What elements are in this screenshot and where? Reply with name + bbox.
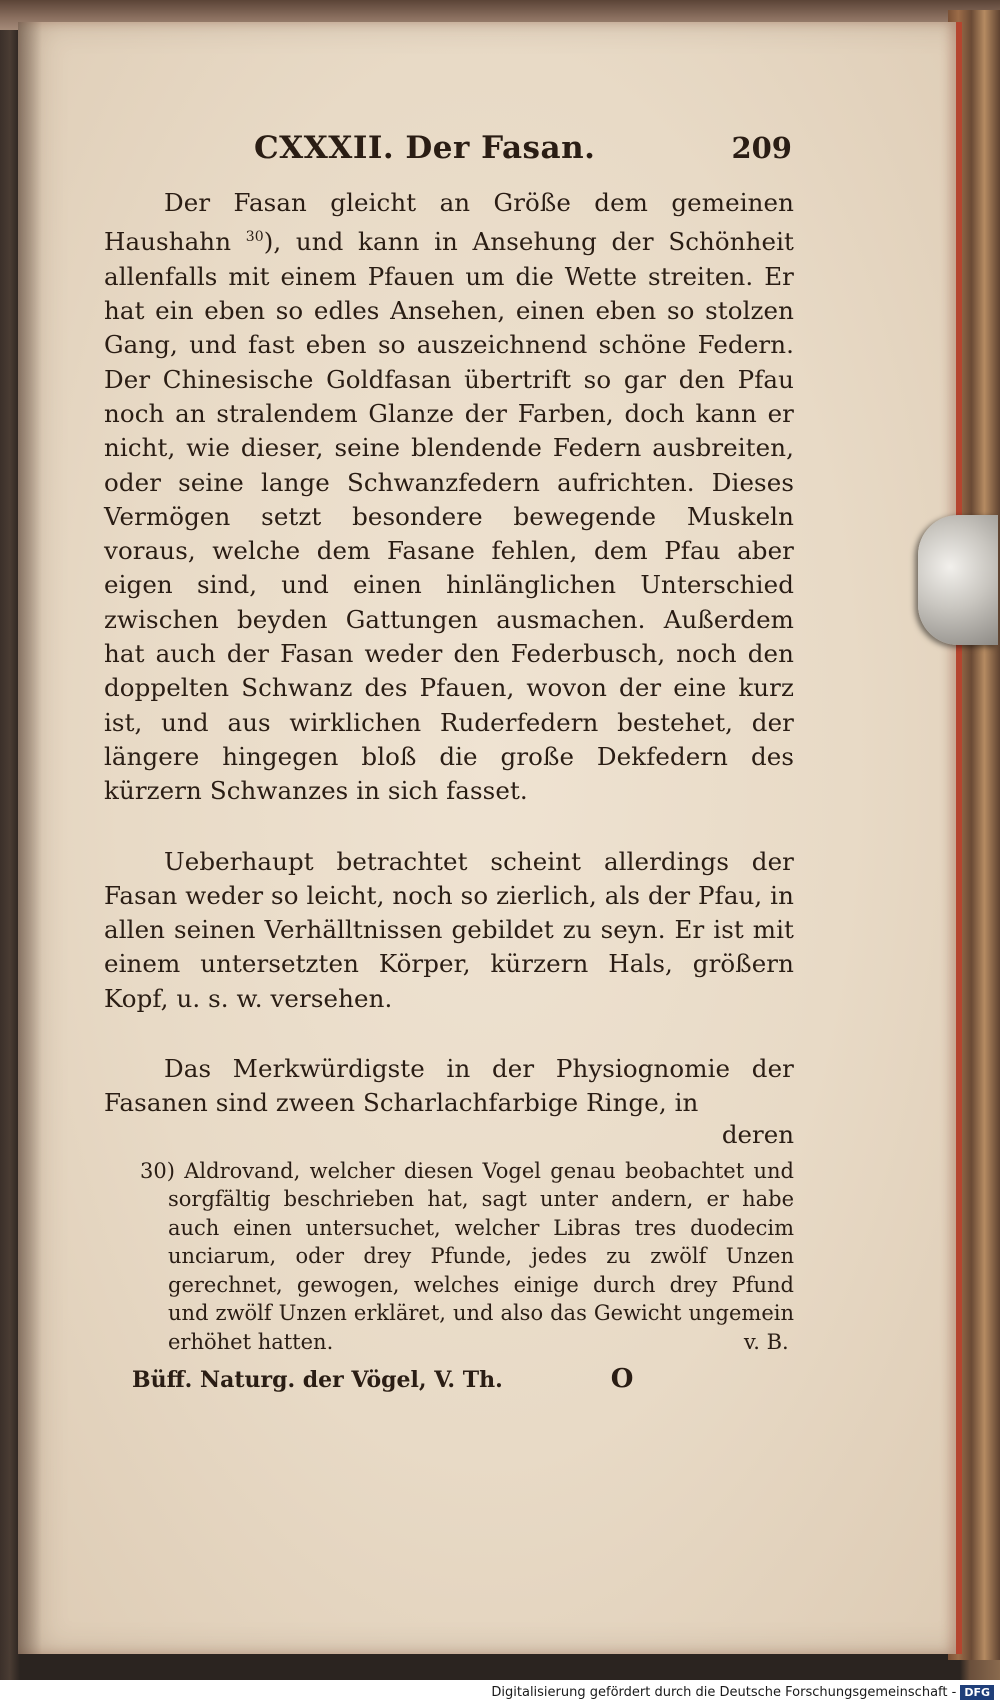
page-content [104, 130, 794, 1394]
signature-title: Büff. Naturg. der Vögel, V. Th. [132, 1367, 503, 1394]
book-page [18, 22, 962, 1654]
credit-text: Digitalisierung gefördert durch die Deutsche Forschungsgemeinschaft - [491, 1685, 957, 1700]
metal-clasp [918, 515, 998, 645]
dfg-logo: DFG [960, 1685, 994, 1700]
signature-line [104, 1364, 794, 1394]
page-gutter-shadow [18, 22, 42, 1654]
footnote-text: 30) Aldrovand, welcher diesen Vogel genau beobachtet und sorgfältig beschrieben hat, sagt unter andern, er habe auch einen untersuchet, welcher Libras tres duodecim unciarum, oder drey Pfunde, jedes zu zwölf Unzen gerechnet, gewogen, welches einige durch drey Pfund und zwölf Unzen erkläret, und also das Gewicht ungemein erhöhet hatten. [140, 1158, 794, 1354]
footnote [140, 1157, 794, 1357]
signature-mark: O [610, 1364, 634, 1395]
catchword: deren [721, 1119, 794, 1149]
page-number: 209 [731, 131, 792, 165]
running-head-title: CXXXII. Der Fasan. [254, 130, 596, 166]
footnote-reference: 30 [245, 229, 264, 246]
footnote-sign: v. B. [743, 1329, 789, 1354]
paragraph-1-rest: ), und kann in Ansehung der Schönheit allenfalls mit einem Pfauen um die Wette streiten. Er hat ein eben so edles Ansehen, einen eben so stolzen Gang, und fast eben so auszeichnend schöne Federn. Der Chinesische Goldfasan übertrift so gar den Pfau noch an stralendem Glanze der Farben, doch kann er nicht, wie dieser, seine blendende Federn ausbreiten, oder seine lange Schwanzfedern aufrichten. Dieses Vermögen setzt besondere bewegende Muskeln voraus, welche dem Fasane fehlen, dem Pfau aber eigen sind, und einen hinlänglichen Unterschied zwischen beyden Gattungen ausmachen. Außerdem hat auch der Fasan weder den Federbusch, noch den doppelten Schwanz des Pfauen, wovon der eine kurz ist, und aus wirklichen Ruderfedern bestehet, der längere hingegen bloß die große Dekfedern des kürzern Schwanzes in sich fasset. [104, 227, 794, 806]
paragraph-2: Ueberhaupt betrachtet scheint allerdings der Fasan weder so leicht, noch so zierlich, als der Pfau, in allen seinen Verhälltnissen gebildet zu seyn. Er ist mit einem untersetzten Körper, kürzern Hals, größern Kopf, u. s. w. versehen. [104, 846, 794, 1013]
paragraph-1-start: Der Fasan gleicht an Größe dem gemeinen Haushahn [104, 188, 794, 257]
credit-bar [0, 1680, 1000, 1705]
paragraph-1 [104, 186, 794, 809]
running-head [104, 130, 794, 178]
paragraph-3: Das Merkwürdigste in der Physiognomie der Fasanen sind zween Scharlachfarbige Ringe, in [104, 1053, 794, 1118]
